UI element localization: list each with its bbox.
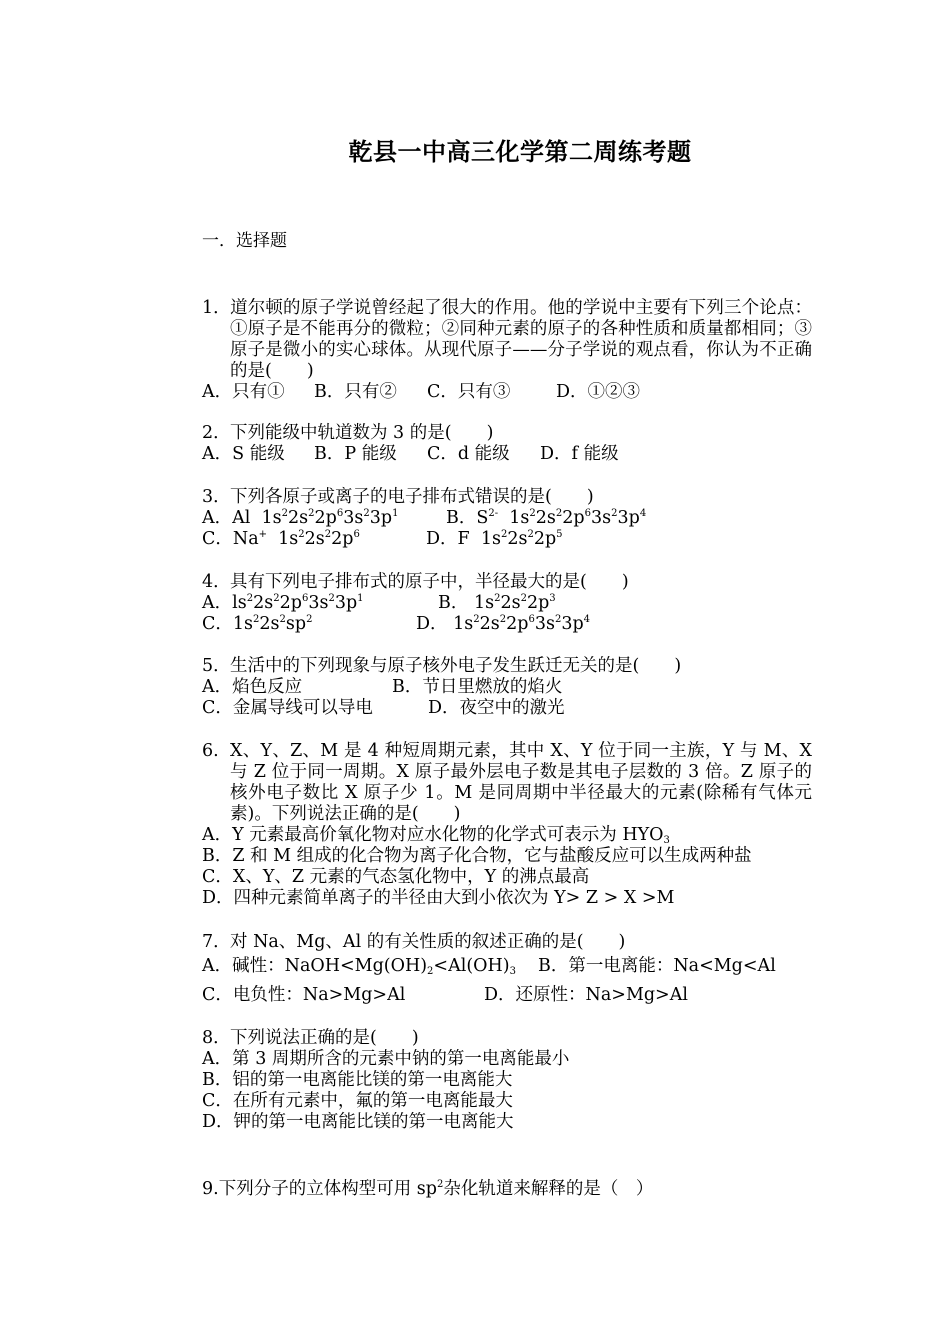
option-c: C．只有③ xyxy=(427,382,511,402)
options-row xyxy=(202,444,812,465)
option-d: D．①②③ xyxy=(556,382,641,402)
option-a: A．碱性：$NaOH<Mg(OH)_2<Al(OH)_3$ xyxy=(202,956,516,977)
option-b: B．节日里燃放的焰火 xyxy=(392,677,563,697)
options-row xyxy=(202,825,812,846)
option-b: B．只有② xyxy=(314,382,397,402)
option-a: A．焰色反应 xyxy=(202,677,303,697)
option-d: D． $1s^22s^22p^63s^23p^4$ xyxy=(416,614,591,634)
question-stem: 9.下列分子的立体构型可用 $sp^2$杂化轨道来解释的是（ ） xyxy=(202,1179,654,1199)
option-a: A．只有① xyxy=(202,382,285,402)
options-row xyxy=(202,1112,812,1133)
option-d: D．F $1s^22s^22p^5$ xyxy=(426,529,563,549)
options-row xyxy=(202,846,812,867)
options-row xyxy=(202,593,812,614)
option-a: A．Y 元素最高价氧化物对应水化物的化学式可表示为 $HYO_3$ xyxy=(202,825,670,846)
options-row xyxy=(202,888,812,909)
option-c: C．在所有元素中，氟的第一电离能最大 xyxy=(202,1091,513,1111)
options-row xyxy=(202,508,812,529)
section-heading: 一．选择题 xyxy=(202,231,287,251)
question-stem: 2．下列能级中轨道数为 3 的是( ) xyxy=(202,423,494,443)
options-row xyxy=(202,1049,812,1070)
question-stem: 6.X、Y、Z、M 是 4 种短周期元素，其中 X、Y 位于同一主族，Y 与 M、X 与 Z 位于同一周期。X 原子最外层电子数是其电子层数的 3 倍。Z 原子的核外电子数比 X 原子少 1。M 是同周期中半径最大的元素(除稀有气体元素)。下列说法正确的是( ) xyxy=(202,741,812,824)
question-stem: 8．下列说法正确的是( ) xyxy=(202,1028,419,1048)
option-b: B． $1s^22s^22p^3$ xyxy=(438,593,556,613)
formula: $1s^22s^22p^63s^23p^4$ xyxy=(509,508,647,528)
option-b: B．P 能级 xyxy=(314,444,397,464)
option-b: B．$S^{2-}$ $1s^22s^22p^63s^23p^4$ xyxy=(446,508,647,528)
option-a: A．Al $1s^22s^22p^63s^23p^1$ xyxy=(202,508,399,528)
options-row xyxy=(202,953,812,982)
option-c: C．X、Y、Z 元素的气态氢化物中，Y 的沸点最高 xyxy=(202,867,590,887)
options-row xyxy=(202,529,812,550)
formula: $1s^22s^22p^6$ xyxy=(278,529,360,549)
question-5 xyxy=(202,656,812,719)
formula: $1s^22s^2sp^2$ xyxy=(232,614,313,634)
option-c: C．$1s^22s^2sp^2$ xyxy=(202,614,313,634)
question-8 xyxy=(202,1028,812,1133)
option-b: B．第一电离能：Na<Mg<Al xyxy=(538,956,776,976)
formula: $1s^22s^22p^63s^23p^4$ xyxy=(453,614,591,634)
options-row xyxy=(202,867,812,888)
option-b: B．Z 和 M 组成的化合物为离子化合物，它与盐酸反应可以生成两种盐 xyxy=(202,846,752,866)
formula: $1s^22s^22p^5$ xyxy=(480,529,563,549)
option-a: A．第 3 周期所含的元素中钠的第一电离能最小 xyxy=(202,1049,570,1069)
question-stem: 7．对 Na、Mg、Al 的有关性质的叙述正确的是( ) xyxy=(202,932,626,952)
question-7 xyxy=(202,932,812,1008)
question-1 xyxy=(202,298,812,403)
options-row xyxy=(202,982,812,1008)
question-stem: 3．下列各原子或离子的电子排布式错误的是( ) xyxy=(202,487,594,507)
formula: $1s^22s^22p^63s^23p^1$ xyxy=(261,508,399,528)
formula: $ls^22s^22p^63s^23p^1$ xyxy=(232,593,364,613)
option-d: D．还原性：Na>Mg>Al xyxy=(484,985,688,1005)
option-c: C．金属导线可以导电 xyxy=(202,698,373,718)
option-d: D．钾的第一电离能比镁的第一电离能大 xyxy=(202,1112,514,1132)
options-row xyxy=(202,382,812,403)
options-row xyxy=(202,614,812,635)
question-stem: 5．生活中的下列现象与原子核外电子发生跃迁无关的是( ) xyxy=(202,656,682,676)
page-title: 乾县一中高三化学第二周练考题 xyxy=(348,137,692,166)
question-3 xyxy=(202,487,812,550)
option-b: B．铝的第一电离能比镁的第一电离能大 xyxy=(202,1070,513,1090)
question-stem: 4．具有下列电子排布式的原子中，半径最大的是( ) xyxy=(202,572,629,592)
formula: $1s^22s^22p^3$ xyxy=(473,593,556,613)
option-c: C．Na+ $1s^22s^22p^6$ xyxy=(202,529,360,549)
options-row xyxy=(202,698,812,719)
options-row xyxy=(202,1070,812,1091)
question-4 xyxy=(202,572,812,635)
option-d: D．四种元素简单离子的半径由大到小依次为 Y> Z > X >M xyxy=(202,888,675,908)
option-c: C．d 能级 xyxy=(427,444,510,464)
question-9 xyxy=(202,1179,812,1200)
option-a: A．$ls^22s^22p^63s^23p^1$ xyxy=(202,593,364,613)
option-d: D．夜空中的激光 xyxy=(428,698,565,718)
option-c: C．电负性：Na>Mg>Al xyxy=(202,985,406,1005)
options-row xyxy=(202,1091,812,1112)
question-6 xyxy=(202,741,812,909)
question-2 xyxy=(202,423,812,465)
question-stem: 1．道尔顿的原子学说曾经起了很大的作用。他的学说中主要有下列三个论点：①原子是不能再分的微粒；②同种元素的原子的各种性质和质量都相同；③原子是微小的实心球体。从现代原子——分子学说的观点看，你认为不正确的是( ) xyxy=(202,298,812,381)
options-row xyxy=(202,677,812,698)
option-d: D．f 能级 xyxy=(540,444,619,464)
option-a: A．S 能级 xyxy=(202,444,285,464)
